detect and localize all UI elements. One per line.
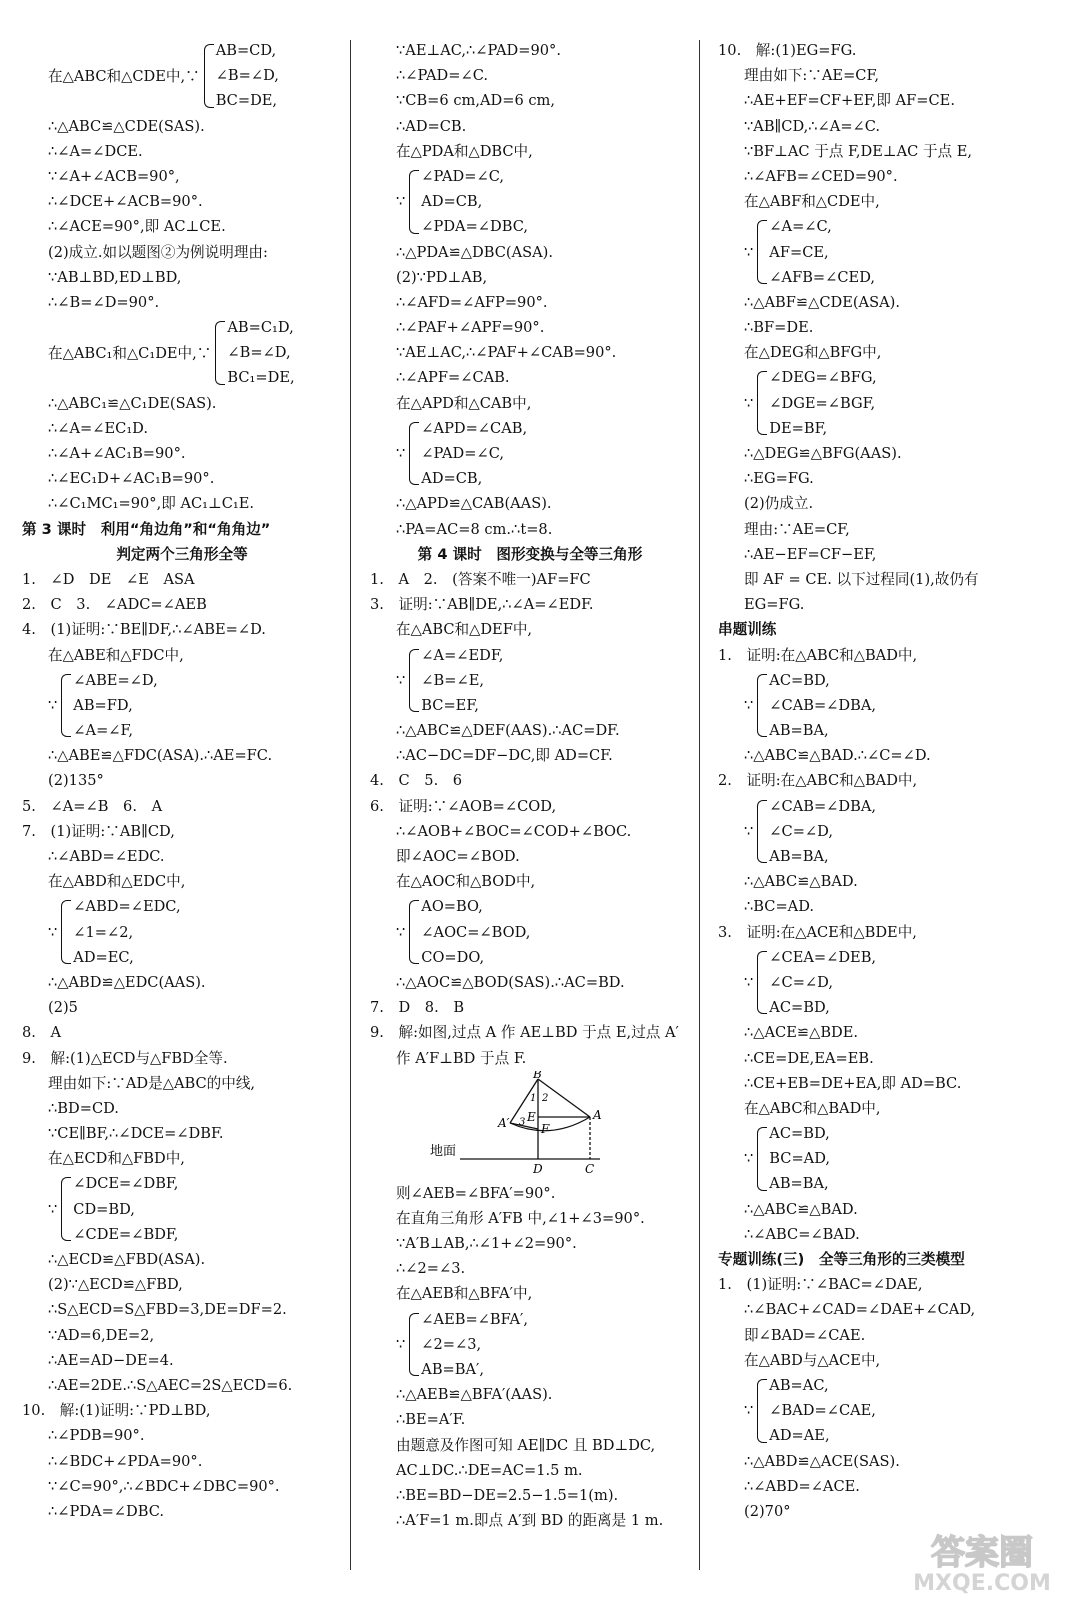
solution-line: ∴CE+EB=DE+EA,即 AD=BC. xyxy=(744,1074,962,1092)
system-rows xyxy=(769,214,875,290)
system-row: ∠2=∠3, xyxy=(421,1335,482,1353)
system-row: AD=CB, xyxy=(421,193,483,211)
system-row: ∠C=∠D, xyxy=(769,973,833,991)
solution-line: ∵A′B⊥AB,∴∠1+∠2=90°. xyxy=(396,1235,577,1253)
solution-line: ∵∠C=90°,∴∠BDC+∠DBC=90°. xyxy=(48,1477,280,1495)
system-prefix: ∵ xyxy=(744,822,754,840)
column-divider-1 xyxy=(350,40,351,1570)
system-rows xyxy=(769,945,876,1021)
solution-line: ∵∠A+∠ACB=90°, xyxy=(48,167,180,185)
solution-line: ∴AE=AD−DE=4. xyxy=(48,1351,174,1369)
solution-line: 在直角三角形 A′FB 中,∠1+∠3=90°. xyxy=(396,1209,645,1227)
solution-line: EG=FG. xyxy=(744,596,805,614)
system-prefix: ∵ xyxy=(396,1335,406,1353)
system-row: ∠A=∠F, xyxy=(73,722,134,740)
solution-line: ∴BE=A′F. xyxy=(396,1411,466,1429)
solution-line: ∴∠PDA=∠DBC. xyxy=(48,1502,165,1520)
solution-line: 10. 解:(1)EG=FG. xyxy=(718,42,857,59)
equation-system xyxy=(22,894,342,970)
solution-line: ∴∠PDB=90°. xyxy=(48,1427,145,1445)
system-rows xyxy=(227,315,294,391)
solution-line: ∵BF⊥AC 于点 F,DE⊥AC 于点 E, xyxy=(744,142,973,160)
solution-line: ∴△ABC≌△BAD. xyxy=(744,873,858,891)
label-a: A xyxy=(593,1107,602,1122)
system-row: AB=BA′, xyxy=(421,1361,485,1378)
brace-mark xyxy=(61,674,71,738)
solution-line: ∵AE⊥AC,∴∠PAF+∠CAB=90°. xyxy=(396,344,617,362)
equation-system xyxy=(718,668,1053,744)
equation-system xyxy=(718,365,1053,441)
equation-system xyxy=(718,1373,1053,1449)
system-rows xyxy=(421,164,528,240)
solution-line: ∴EG=FG. xyxy=(744,470,814,488)
solution-line: 在△ABD与△ACE中, xyxy=(744,1351,881,1369)
solution-line: (2)∵PD⊥AB, xyxy=(396,268,488,286)
solution-line: 5. ∠A=∠B 6. A xyxy=(22,797,163,815)
system-row: ∠PDA=∠DBC, xyxy=(421,218,529,236)
equation-system xyxy=(22,1171,342,1247)
column-divider-2 xyxy=(699,40,700,1570)
solution-line: ∴∠BAC+∠CAD=∠DAE+∠CAD, xyxy=(744,1301,976,1319)
solution-line: 6. 证明:∵∠AOB=∠COD, xyxy=(370,797,557,815)
system-row: AB=BA, xyxy=(769,1175,829,1193)
system-row: AB=BA, xyxy=(769,722,829,740)
solution-line: ∴AD=CB. xyxy=(396,117,467,135)
system-row: AB=CD, xyxy=(215,42,277,59)
brace-mark xyxy=(757,220,767,284)
solution-line: 则∠AEB=∠BFA′=90°. xyxy=(396,1184,556,1202)
system-row: ∠DGE=∠BGF, xyxy=(769,394,876,412)
system-row: AB=AC, xyxy=(769,1376,829,1394)
system-row: AC=BD, xyxy=(769,999,830,1017)
equation-system xyxy=(370,894,690,970)
system-row: ∠A=∠EDF, xyxy=(421,646,504,664)
solution-line: 作 A′F⊥BD 于点 F. xyxy=(396,1049,527,1067)
solution-line: ∴△AEB≌△BFA′(AAS). xyxy=(396,1386,553,1404)
solution-line: 1. ∠D DE ∠E ASA xyxy=(22,570,195,588)
system-rows xyxy=(421,894,530,970)
system-row: ∠CDE=∠BDF, xyxy=(73,1225,179,1243)
equation-system xyxy=(718,794,1053,870)
equation-system xyxy=(22,38,342,114)
label-e: E xyxy=(527,1109,536,1124)
label-f: F xyxy=(541,1121,550,1136)
solution-line: ∵CB=6 cm,AD=6 cm, xyxy=(396,92,556,110)
solution-line: ∴PA=AC=8 cm.∴t=8. xyxy=(396,520,553,538)
brace-mark xyxy=(215,321,225,385)
system-rows xyxy=(421,643,503,719)
solution-line: ∴∠ABC=∠BAD. xyxy=(744,1225,860,1243)
solution-line: (2)∵△ECD≌△FBD, xyxy=(48,1276,183,1294)
solution-line: 由题意及作图可知 AE∥DC 且 BD⊥DC, xyxy=(396,1436,656,1454)
brace-mark xyxy=(757,951,767,1015)
solution-line: ∴AE+EF=CF+EF,即 AF=CE. xyxy=(744,92,955,110)
system-row: AB=FD, xyxy=(73,696,133,714)
solution-line: ∴∠ABD=∠EDC. xyxy=(48,848,165,865)
system-row: ∠DCE=∠DBF, xyxy=(73,1175,179,1193)
system-prefix: ∵ xyxy=(744,974,754,992)
equation-system xyxy=(22,668,342,744)
solution-line: ∴S△ECD=S△FBD=3,DE=DF=2. xyxy=(48,1301,287,1319)
system-prefix: ∵ xyxy=(744,696,754,714)
solution-line: ∴∠AOB+∠BOC=∠COD+∠BOC. xyxy=(396,822,632,840)
solution-line: (2)成立.如以题图②为例说明理由: xyxy=(48,243,268,261)
brace-mark xyxy=(409,900,419,964)
solution-line: ∴△ABC≌△CDE(SAS). xyxy=(48,117,205,135)
solution-line: ∴∠B=∠D=90°. xyxy=(48,293,160,311)
system-row: AB=C₁D, xyxy=(227,319,294,337)
solution-line: ∴△ABC≌△BAD. xyxy=(744,1200,858,1218)
brace-mark xyxy=(409,422,419,486)
solution-line: ∴∠A+∠AC₁B=90°. xyxy=(48,445,186,462)
solution-line: ∴△ABC≌△DEF(AAS).∴AC=DF. xyxy=(396,722,620,740)
system-row: CO=DO, xyxy=(421,948,485,966)
system-rows xyxy=(421,416,527,492)
equation-system xyxy=(718,214,1053,290)
solution-line: 3. 证明:∵AB∥DE,∴∠A=∠EDF. xyxy=(370,596,594,614)
solution-line: ∴∠PAF+∠APF=90°. xyxy=(396,319,545,337)
solution-line: 9. 解:(1)△ECD与△FBD全等. xyxy=(22,1049,228,1067)
solution-line: ∴△AOC≌△BOD(SAS).∴AC=BD. xyxy=(396,973,625,991)
system-row: ∠B=∠D, xyxy=(215,67,279,85)
solution-line: 在△DEG和△BFG中, xyxy=(744,344,882,362)
system-row: ∠PAD=∠C, xyxy=(421,167,504,185)
system-row: ∠DEG=∠BFG, xyxy=(769,369,877,387)
solution-line: 2. C 3. ∠ADC=∠AEB xyxy=(22,596,207,614)
system-prefix: ∵ xyxy=(396,923,406,941)
brace-mark xyxy=(757,1379,767,1443)
system-row: AC=BD, xyxy=(769,671,830,689)
solution-line: ∴AE=2DE.∴S△AEC=2S△ECD=6. xyxy=(48,1376,293,1394)
solution-line: ∴△ABD≌△ACE(SAS). xyxy=(744,1452,900,1470)
system-row: AC=BD, xyxy=(769,1125,830,1143)
solution-line: 即 AF = CE. 以下过程同(1),故仍有 xyxy=(744,570,979,588)
solution-line: 7. (1)证明:∵AB∥CD, xyxy=(22,822,175,840)
system-prefix: ∵ xyxy=(48,696,58,714)
solution-line: ∴△ABF≌△CDE(ASA). xyxy=(744,293,900,311)
solution-line: ∴△ECD≌△FBD(ASA). xyxy=(48,1251,206,1268)
equation-system xyxy=(370,1307,690,1383)
label-angle-2: 2 xyxy=(542,1092,549,1104)
system-row: ∠CAB=∠DBA, xyxy=(769,797,877,815)
system-prefix: ∵ xyxy=(396,193,406,211)
equation-system xyxy=(22,315,342,391)
solution-line: 在△ABD和△EDC中, xyxy=(48,873,186,891)
solution-line: ∴∠ACE=90°,即 AC⊥CE. xyxy=(48,218,226,236)
solution-line: ∴AC−DC=DF−DC,即 AD=CF. xyxy=(396,747,613,765)
system-row: ∠ABD=∠EDC, xyxy=(73,898,181,916)
system-row: AO=BO, xyxy=(421,898,483,916)
label-c: C xyxy=(585,1161,595,1176)
section-heading: 判定两个三角形全等 xyxy=(116,545,248,563)
section-heading: 第 4 课时 图形变换与全等三角形 xyxy=(417,545,643,563)
solution-line: ∴∠A=∠DCE. xyxy=(48,142,143,160)
watermark-text: 答案圈 xyxy=(931,1533,1033,1573)
system-row: ∠B=∠E, xyxy=(421,671,484,689)
system-row: ∠CEA=∠DEB, xyxy=(769,948,877,966)
solution-line: 在△ABE和△FDC中, xyxy=(48,646,184,664)
system-row: AD=AE, xyxy=(769,1427,830,1445)
system-row: AD=EC, xyxy=(73,948,134,966)
solution-line: ∴∠BDC+∠PDA=90°. xyxy=(48,1452,203,1470)
solution-line: 10. 解:(1)证明:∵PD⊥BD, xyxy=(22,1402,211,1420)
system-rows xyxy=(73,894,180,970)
solution-line: ∴∠EC₁D+∠AC₁B=90°. xyxy=(48,470,215,488)
label-angle-3: 3 xyxy=(519,1116,526,1128)
system-rows xyxy=(769,1121,830,1197)
solution-line: ∴∠2=∠3. xyxy=(396,1260,466,1278)
system-prefix: ∵ xyxy=(744,243,754,261)
system-row: BC₁=DE, xyxy=(227,369,295,387)
solution-line: ∴△ABC₁≌△C₁DE(SAS). xyxy=(48,394,217,412)
solution-line: ∴∠AFB=∠CED=90°. xyxy=(744,167,898,185)
solution-line: 9. 解:如图,过点 A 作 AE⊥BD 于点 E,过点 A′ xyxy=(370,1024,679,1042)
label-a-prime: A′ xyxy=(498,1115,510,1130)
solution-line: 7. D 8. B xyxy=(370,999,465,1017)
solution-line: ∴∠C₁MC₁=90°,即 AC₁⊥C₁E. xyxy=(48,495,255,513)
system-row: AD=CB, xyxy=(421,470,483,488)
system-rows xyxy=(769,1373,876,1449)
system-prefix: 在△ABC和△CDE中,∵ xyxy=(48,68,200,86)
solution-line: ∴BC=AD. xyxy=(744,898,815,916)
solution-line: ∴△ABC≌△BAD.∴∠C=∠D. xyxy=(744,747,931,765)
system-row: AB=BA, xyxy=(769,848,829,865)
solution-line: ∴△ABE≌△FDC(ASA).∴AE=FC. xyxy=(48,747,273,765)
solution-line: ∴∠DCE+∠ACB=90°. xyxy=(48,193,203,211)
system-row: ∠BAD=∠CAE, xyxy=(769,1402,876,1420)
solution-line: ∴BD=CD. xyxy=(48,1099,119,1117)
system-rows xyxy=(421,1307,528,1383)
system-row: BC=DE, xyxy=(215,92,278,110)
system-row: ∠ABE=∠D, xyxy=(73,671,158,689)
system-prefix: ∵ xyxy=(396,445,406,463)
brace-mark xyxy=(757,1127,767,1191)
brace-mark xyxy=(204,44,214,108)
system-row: ∠APD=∠CAB, xyxy=(421,419,528,437)
ladder-diagram xyxy=(370,1071,690,1181)
system-prefix: ∵ xyxy=(744,1150,754,1168)
system-rows xyxy=(769,794,876,870)
solution-line: ∴∠A=∠EC₁D. xyxy=(48,419,148,437)
solution-line: 即∠BAD=∠CAE. xyxy=(744,1326,866,1344)
solution-line: 8. A xyxy=(22,1024,62,1042)
watermark-url: MXQE.COM xyxy=(913,1571,1051,1594)
solution-line: ∴∠ABD=∠ACE. xyxy=(744,1477,860,1495)
equation-system xyxy=(370,643,690,719)
solution-line: ∵AB⊥BD,ED⊥BD, xyxy=(48,268,182,286)
answer-column-2 xyxy=(370,38,690,1533)
system-row: ∠A=∠C, xyxy=(769,218,832,236)
system-rows xyxy=(769,668,876,744)
solution-line: 在△AOC和△BOD中, xyxy=(396,873,536,891)
solution-line: (2)5 xyxy=(48,999,78,1017)
solution-line: ∵CE∥BF,∴∠DCE=∠DBF. xyxy=(48,1125,224,1143)
answer-column-1 xyxy=(22,38,342,1524)
brace-mark xyxy=(409,170,419,234)
system-row: ∠AOC=∠BOD, xyxy=(421,923,531,941)
solution-line: 4. (1)证明:∵BE∥DF,∴∠ABE=∠D. xyxy=(22,621,266,639)
solution-line: ∴△ABD≌△EDC(AAS). xyxy=(48,973,206,991)
answer-column-3 xyxy=(718,38,1053,1524)
solution-line: (2)70° xyxy=(744,1502,791,1520)
solution-line: ∴CE=DE,EA=EB. xyxy=(744,1049,874,1067)
system-row: ∠B=∠D, xyxy=(227,344,291,362)
brace-mark xyxy=(61,1177,71,1241)
solution-line: 在△PDA和△DBC中, xyxy=(396,142,533,160)
section-heading: 第 3 课时 利用“角边角”和“角角边” xyxy=(22,520,271,538)
system-row: ∠AEB=∠BFA′, xyxy=(421,1310,528,1328)
solution-line: 在△ABC和△BAD中, xyxy=(744,1099,881,1117)
system-prefix: 在△ABC₁和△C₁DE中,∵ xyxy=(48,345,212,363)
solution-line: (2)135° xyxy=(48,772,104,790)
solution-line: 在△APD和△CAB中, xyxy=(396,394,532,412)
system-row: ∠C=∠D, xyxy=(769,822,833,840)
solution-line: ∴∠PAD=∠C. xyxy=(396,67,488,85)
solution-line: 在△AEB和△BFA′中, xyxy=(396,1285,533,1303)
solution-line: ∴BF=DE. xyxy=(744,319,814,337)
section-heading: 专题训练(三) 全等三角形的三类模型 xyxy=(718,1251,965,1268)
solution-line: ∴∠APF=∠CAB. xyxy=(396,369,510,387)
system-row: CD=BD, xyxy=(73,1200,135,1218)
solution-line: 即∠AOC=∠BOD. xyxy=(396,848,520,865)
system-prefix: ∵ xyxy=(744,1402,754,1420)
system-row: BC=AD, xyxy=(769,1150,831,1168)
system-row: AF=CE, xyxy=(769,243,829,261)
equation-system xyxy=(718,945,1053,1021)
watermark-logo xyxy=(887,1524,1077,1594)
brace-mark xyxy=(757,674,767,738)
system-prefix: ∵ xyxy=(48,923,58,941)
brace-mark xyxy=(61,900,71,964)
label-b: B xyxy=(533,1070,542,1081)
system-row: BC=EF, xyxy=(421,696,479,714)
solution-line: ∴BE=BD−DE=2.5−1.5=1(m). xyxy=(396,1486,619,1504)
system-rows xyxy=(73,1171,178,1247)
label-angle-1: 1 xyxy=(530,1092,537,1104)
system-prefix: ∵ xyxy=(48,1200,58,1218)
section-heading: 串题训练 xyxy=(718,621,777,639)
system-rows xyxy=(216,38,279,114)
system-row: ∠AFB=∠CED, xyxy=(769,268,876,286)
brace-mark xyxy=(409,1313,419,1377)
label-d: D xyxy=(533,1161,543,1176)
solution-line: 在△ECD和△FBD中, xyxy=(48,1150,185,1168)
solution-line: ∴△DEG≌△BFG(AAS). xyxy=(744,445,902,462)
solution-line: 1. A 2. (答案不唯一)AF=FC xyxy=(370,570,591,588)
solution-line: 在△ABC和△DEF中, xyxy=(396,621,533,639)
equation-system xyxy=(718,1121,1053,1197)
solution-line: ∴△PDA≌△DBC(ASA). xyxy=(396,243,553,261)
solution-line: 理由:∵AE=CF, xyxy=(744,520,850,538)
equation-system xyxy=(370,164,690,240)
solution-line: ∴△APD≌△CAB(AAS). xyxy=(396,495,552,513)
solution-line: ∴△ACE≌△BDE. xyxy=(744,1024,859,1042)
solution-line: 2. 证明:在△ABC和△BAD中, xyxy=(718,772,918,790)
solution-line: 1. (1)证明:∵∠BAC=∠DAE, xyxy=(718,1276,923,1294)
ladder-figure xyxy=(370,1071,690,1181)
solution-line: (2)仍成立. xyxy=(744,495,814,513)
brace-mark xyxy=(409,649,419,713)
solution-line: ∵AD=6,DE=2, xyxy=(48,1326,155,1344)
solution-line: ∴AE−EF=CF−EF, xyxy=(744,545,877,563)
equation-system xyxy=(370,416,690,492)
system-row: ∠1=∠2, xyxy=(73,923,134,941)
system-prefix: ∵ xyxy=(744,394,754,412)
solution-line: ∴∠AFD=∠AFP=90°. xyxy=(396,293,548,311)
brace-mark xyxy=(757,800,767,864)
solution-line: 4. C 5. 6 xyxy=(370,772,463,790)
solution-line: 理由如下:∵AE=CF, xyxy=(744,67,879,85)
solution-line: 理由如下:∵AD是△ABC的中线, xyxy=(48,1074,256,1092)
solution-line: ∵AE⊥AC,∴∠PAD=90°. xyxy=(396,42,561,59)
solution-line: AC⊥DC.∴DE=AC=1.5 m. xyxy=(396,1461,583,1479)
solution-line: ∵AB∥CD,∴∠A=∠C. xyxy=(744,117,881,135)
solution-line: 1. 证明:在△ABC和△BAD中, xyxy=(718,646,918,664)
system-prefix: ∵ xyxy=(396,671,406,689)
system-rows xyxy=(769,365,876,441)
solution-line: ∴A′F=1 m.即点 A′到 BD 的距离是 1 m. xyxy=(396,1512,664,1530)
system-row: DE=BF, xyxy=(769,419,828,437)
system-rows xyxy=(73,668,157,744)
solution-line: 在△ABF和△CDE中, xyxy=(744,193,880,211)
brace-mark xyxy=(757,371,767,435)
solution-line: 3. 证明:在△ACE和△BDE中, xyxy=(718,923,917,941)
system-row: ∠CAB=∠DBA, xyxy=(769,696,877,714)
ground-label: 地面 xyxy=(430,1143,457,1159)
system-row: ∠PAD=∠C, xyxy=(421,445,504,462)
